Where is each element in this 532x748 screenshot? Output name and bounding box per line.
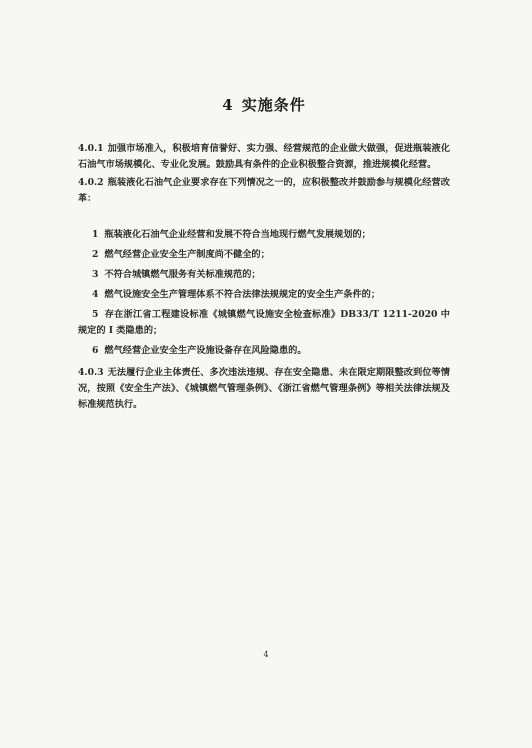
item-text: 存在浙江省工程建设标准《城镇燃气设施安全检查标准》DB33/T 1211-2020 中规定的 I 类隐患的； <box>78 309 450 336</box>
list-item <box>78 343 450 359</box>
item-number: 1 <box>92 229 99 240</box>
clause-text: 无法履行企业主体责任、多次违法违规、存在安全隐患、未在限定期限整改到位等情况，按照《安全生产法》、《城镇燃气管理条例》、《浙江省燃气管理条例》等相关法律法规及标准规范执行。 <box>78 367 450 410</box>
item-number: 4 <box>92 289 99 300</box>
item-text: 燃气经营企业安全生产设施设备存在风险隐患的。 <box>104 345 307 356</box>
item-number: 3 <box>92 269 99 280</box>
clause-4-0-2 <box>78 175 450 207</box>
item-text: 燃气经营企业安全生产制度尚不健全的； <box>104 249 270 260</box>
clause-4-0-3 <box>78 365 450 413</box>
page-content <box>78 94 450 415</box>
list-item <box>78 267 450 283</box>
list-item <box>78 307 450 339</box>
clause-text: 加强市场准入，积极培育信誉好、实力强、经营规范的企业做大做强，促进瓶装液化石油气市场规模化、专业化发展。鼓励具有条件的企业积极整合资源，推进规模化经营。 <box>78 143 450 170</box>
clause-id: 4.0.3 <box>78 367 104 378</box>
list-item <box>78 247 450 263</box>
item-text: 燃气设施安全生产管理体系不符合法律法规规定的安全生产条件的； <box>104 289 381 300</box>
item-text: 不符合城镇燃气服务有关标准规范的； <box>104 269 261 280</box>
section-heading: 实施条件 <box>241 96 306 114</box>
section-title <box>78 94 450 115</box>
clause-text: 瓶装液化石油气企业要求存在下列情况之一的，应积极整改并鼓励参与规模化经营改革： <box>78 177 450 204</box>
list-item <box>78 287 450 303</box>
clause-4-0-1 <box>78 141 450 173</box>
item-number: 2 <box>92 249 99 260</box>
clause-id: 4.0.1 <box>78 143 104 154</box>
page-number: 4 <box>263 650 269 659</box>
list-item <box>78 227 450 243</box>
clause-id: 4.0.2 <box>78 177 104 188</box>
item-text: 瓶装液化石油气企业经营和发展不符合当地现行燃气发展规划的； <box>104 229 371 240</box>
item-number: 6 <box>92 345 99 356</box>
section-number: 4 <box>222 96 234 114</box>
item-number: 5 <box>92 309 99 320</box>
